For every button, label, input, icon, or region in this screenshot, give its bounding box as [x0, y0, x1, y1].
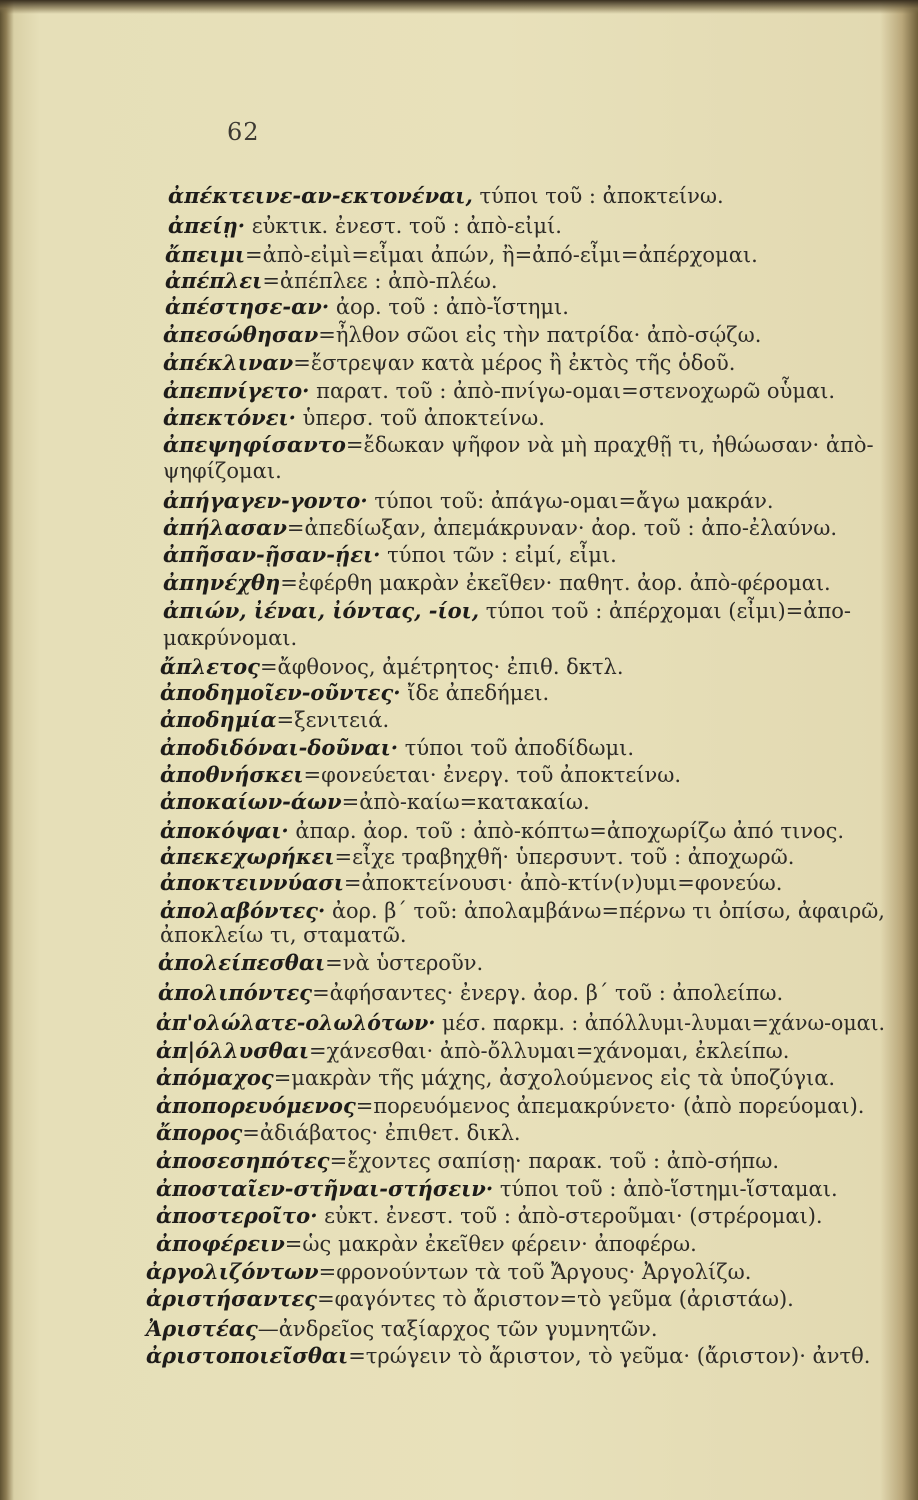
entry-definition: ἀπαρ. ἀορ. τοῦ : ἀπὸ-κόπτω=ἀποχωρίζω ἀπό τινος. — [288, 819, 845, 843]
entry-headword: ἀπολείπεσθαι — [158, 950, 326, 975]
entry-definition: =φρονούντων τὰ τοῦ Ἄργους· Ἀργολίζω. — [318, 1260, 752, 1284]
entry-headword: ἀπεψηφίσαντο — [163, 432, 346, 457]
lexicon-entry — [168, 213, 562, 239]
entry-definition: =μακρὰν τῆς μάχης, ἀσχολούμενος εἰς τὰ ὑποζύγια. — [273, 1066, 836, 1090]
lexicon-entry — [160, 870, 782, 896]
entry-headword: ἀπόμαχος — [156, 1065, 274, 1090]
lexicon-entry — [160, 844, 794, 870]
entry-headword: ἀπήλασαν — [163, 515, 287, 540]
entry-definition: =ἀπὸ-εἰμὶ=εἶμαι ἀπών, ἢ=ἀπό-εἶμι=ἀπέρχομαι. — [245, 243, 758, 267]
entry-headword: ἀποθνήσκει — [160, 762, 304, 787]
entry-definition: =ἔδωκαν ψῆφον νὰ μὴ πραχθῇ τι, ἠθώωσαν· ἀπὸ- — [345, 433, 874, 457]
entry-headword: Ἀριστέας — [146, 1316, 258, 1341]
entry-definition: =ἦλθον σῶοι εἰς τὴν πατρίδα· ἀπὸ-σῴζω. — [318, 323, 762, 347]
entry-definition: =ἔστρεψαν κατὰ μέρος ἢ ἐκτὸς τῆς ὁδοῦ. — [293, 351, 736, 375]
entry-definition: τύποι τοῦ ἀποδίδωμι. — [398, 736, 635, 760]
entry-definition: =ἐφέρθη μακρὰν ἐκεῖθεν· παθητ. ἀορ. ἀπὸ-φέρομαι. — [280, 571, 831, 595]
lexicon-entry — [146, 1343, 870, 1369]
entry-headword: ἀποδημοῖεν-οῦντες· — [160, 680, 401, 705]
entry-continuation: ψηφίζομαι. — [163, 459, 282, 483]
lexicon-entry — [160, 818, 844, 844]
lexicon-entry — [156, 1176, 838, 1202]
entry-definition: ἀορ. β΄ τοῦ: ἀπολαμβάνω=πέρνω τι ὀπίσω, ἀφαιρῶ, — [325, 899, 885, 923]
entry-headword: ἀπεσώθησαν — [163, 322, 319, 347]
entry-definition: =ἀφήσαντες· ἐνεργ. ἀορ. β΄ τοῦ : ἀπολείπω. — [312, 981, 784, 1005]
lexicon-entry — [156, 1065, 835, 1091]
entry-definition: =νὰ ὑστεροῦν. — [325, 951, 484, 975]
entry-headword: ἀριστοποιεῖσθαι — [146, 1343, 349, 1368]
lexicon-entry — [156, 1010, 885, 1036]
entry-headword: ἀργολιζόντων — [146, 1259, 319, 1284]
lexicon-entry — [163, 322, 761, 348]
entry-definition: εὐκτικ. ἐνεστ. τοῦ : ἀπὸ-εἰμί. — [245, 214, 562, 238]
entry-headword: ἀπέστησε-αν· — [165, 294, 330, 319]
entry-headword: ἀποκαίων-άων — [160, 789, 342, 814]
entry-definition: =τρώγειν τὸ ἄριστον, τὸ γεῦμα· (ἄριστον)· ἀντθ. — [348, 1344, 871, 1368]
entry-headword: ἀπεκεχωρήκει — [160, 844, 335, 869]
lexicon-entry — [160, 789, 590, 815]
entry-definition: τύποι τοῦ : ἀπέρχομαι (εἶμι)=ἀπο- — [479, 599, 852, 623]
entry-definition: τύποι τοῦ : ἀποκτείνω. — [472, 184, 724, 208]
entry-definition: =ἀπέπλεε : ἀπὸ-πλέω. — [262, 269, 498, 293]
entry-definition: παρατ. τοῦ : ἀπὸ-πνίγω-ομαι=στενοχωρῶ οὗμαι. — [309, 379, 836, 403]
entry-headword: ἀποδημία — [160, 707, 277, 732]
entry-headword: ἀπῆσαν-ῇσαν-ῄει· — [163, 542, 381, 567]
lexicon-entry — [158, 950, 483, 976]
entry-headword: ἀπεπνίγετο· — [163, 378, 310, 403]
entry-headword: ἀποστεροῖτο· — [156, 1203, 318, 1228]
lexicon-entry — [160, 762, 681, 788]
entry-headword: ἀπήγαγεν-γοντο· — [163, 488, 368, 513]
entry-continuation: ἀποκλείω τι, σταματῶ. — [160, 923, 407, 947]
entry-definition: μέσ. παρκμ. : ἀπόλλυμι-λυμαι=χάνω-ομαι. — [435, 1011, 886, 1035]
lexicon-entry — [163, 350, 735, 376]
lexicon-entry — [160, 654, 624, 680]
lexicon-entry — [160, 898, 885, 924]
lexicon-entry — [160, 735, 634, 761]
page-number: 62 — [227, 118, 260, 146]
entry-headword: ἀπέπλει — [165, 268, 263, 293]
lexicon-entry — [160, 707, 389, 733]
entry-definition: =πορευόμενος ἀπεμακρύνετο· (ἀπὸ πορεύομαι). — [355, 1094, 865, 1118]
entry-definition: ὑπερσ. τοῦ ἀποκτείνω. — [295, 406, 545, 430]
entry-headword: ἀπιών, ἰέναι, ἰόντας, -ίοι, — [163, 598, 480, 623]
lexicon-entry — [163, 542, 617, 568]
entry-definition: =φαγόντες τὸ ἄριστον=τὸ γεῦμα (ἀριστάω). — [317, 1287, 794, 1311]
entry-headword: ἀποκόψαι· — [160, 818, 289, 843]
lexicon-entry — [163, 378, 835, 404]
entry-headword: ἄπειμι — [165, 242, 245, 267]
lexicon-entry — [156, 1038, 789, 1064]
entry-headword: ἀπ|όλλυσθαι — [156, 1038, 310, 1063]
entry-definition: τύποι τοῦ : ἀπὸ-ἵστημι-ἵσταμαι. — [493, 1177, 838, 1201]
lexicon-entry — [158, 980, 783, 1006]
lexicon-entry — [156, 1093, 864, 1119]
lexicon-entry — [146, 1286, 794, 1312]
entry-definition: ἀορ. τοῦ : ἀπὸ-ἵστημι. — [329, 295, 569, 319]
entry-headword: ἀπολαβόντες· — [160, 898, 326, 923]
entry-continuation: μακρύνομαι. — [163, 626, 298, 650]
lexicon-entry — [156, 1148, 779, 1174]
entry-definition: =ἄφθονος, ἀμέτρητος· ἐπιθ. δκτλ. — [259, 655, 624, 679]
entry-definition: =χάνεσθαι· ἀπὸ-ὄλλυμαι=χάνομαι, ἐκλείπω. — [309, 1039, 790, 1063]
lexicon-entry — [163, 432, 874, 458]
entry-definition: =ἀπὸ-καίω=κατακαίω. — [341, 790, 590, 814]
entry-definition: =ἔχοντες σαπίσῃ· παρακ. τοῦ : ἀπὸ-σήπω. — [329, 1149, 780, 1173]
lexicon-entry — [165, 268, 498, 294]
entry-headword: ἄπορος — [156, 1120, 243, 1145]
lexicon-entry — [156, 1231, 697, 1257]
lexicon-entry — [163, 488, 774, 514]
lexicon-entry — [146, 1316, 658, 1342]
entry-headword: ἀπέκλιναν — [163, 350, 294, 375]
entry-definition: —ἀνδρεῖος ταξίαρχος τῶν γυμνητῶν. — [257, 1317, 658, 1341]
entry-headword: ἀποπορευόμενος — [156, 1093, 356, 1118]
entry-headword: ἀποσεσηπότες — [156, 1148, 330, 1173]
entry-headword: ἀποσταῖεν-στῆναι-στήσειν· — [156, 1176, 494, 1201]
lexicon-entry — [146, 1259, 751, 1285]
entry-headword: ἀποκτειννύασι — [160, 870, 344, 895]
entry-definition: =ὡς μακρὰν ἐκεῖθεν φέρειν· ἀποφέρω. — [284, 1232, 697, 1256]
entry-definition: εὐκτ. ἐνεστ. τοῦ : ἀπὸ-στεροῦμαι· (στρέρομαι). — [317, 1204, 823, 1228]
lexicon-entry — [163, 570, 831, 596]
entry-headword: ἀποδιδόναι-δοῦναι· — [160, 735, 399, 760]
entry-definition: ἴδε ἀπεδήμει. — [400, 681, 550, 705]
lexicon-entry — [168, 183, 724, 209]
lexicon-entry — [156, 1120, 521, 1146]
entry-definition: =εἶχε τραβηχθῆ· ὑπερσυντ. τοῦ : ἀποχωρῶ. — [334, 845, 795, 869]
entry-headword: ἀπείῃ· — [168, 213, 246, 238]
lexicon-entry — [163, 598, 851, 624]
lexicon-entry — [160, 680, 549, 706]
entry-definition: =φονεύεται· ἐνεργ. τοῦ ἀποκτείνω. — [303, 763, 682, 787]
entry-headword: ἄπλετος — [160, 654, 260, 679]
entry-definition: τύποι τοῦ: ἀπάγω-ομαι=ἄγω μακράν. — [367, 489, 774, 513]
entry-headword: ἀπηνέχθη — [163, 570, 281, 595]
lexicon-entry — [156, 1203, 823, 1229]
entry-definition: =ἀδιάβατος· ἐπιθετ. δικλ. — [242, 1121, 521, 1145]
entry-definition: =ξενιτειά. — [276, 708, 390, 732]
entry-headword: ἀπεκτόνει· — [163, 405, 296, 430]
entry-headword: ἀπολιπόντες — [158, 980, 313, 1005]
lexicon-entry — [163, 515, 837, 541]
lexicon-entry — [165, 242, 758, 268]
entry-headword: ἀποφέρειν — [156, 1231, 285, 1256]
entry-definition: τύποι τῶν : εἰμί, εἶμι. — [380, 543, 617, 567]
entry-definition: =ἀποκτείνουσι· ἀπὸ-κτίν(ν)υμι=φονεύω. — [343, 871, 783, 895]
entry-headword: ἀριστήσαντες — [146, 1286, 318, 1311]
entry-headword: ἀπ'ολώλατε-ολωλότων· — [156, 1010, 436, 1035]
lexicon-entry — [163, 405, 545, 431]
lexicon-entry — [165, 294, 569, 320]
entry-headword: ἀπέκτεινε-αν-εκτονέναι, — [168, 183, 473, 208]
entry-definition: =ἀπεδίωξαν, ἀπεμάκρυναν· ἀορ. τοῦ : ἀπο-ἐλαύνω. — [286, 516, 838, 540]
